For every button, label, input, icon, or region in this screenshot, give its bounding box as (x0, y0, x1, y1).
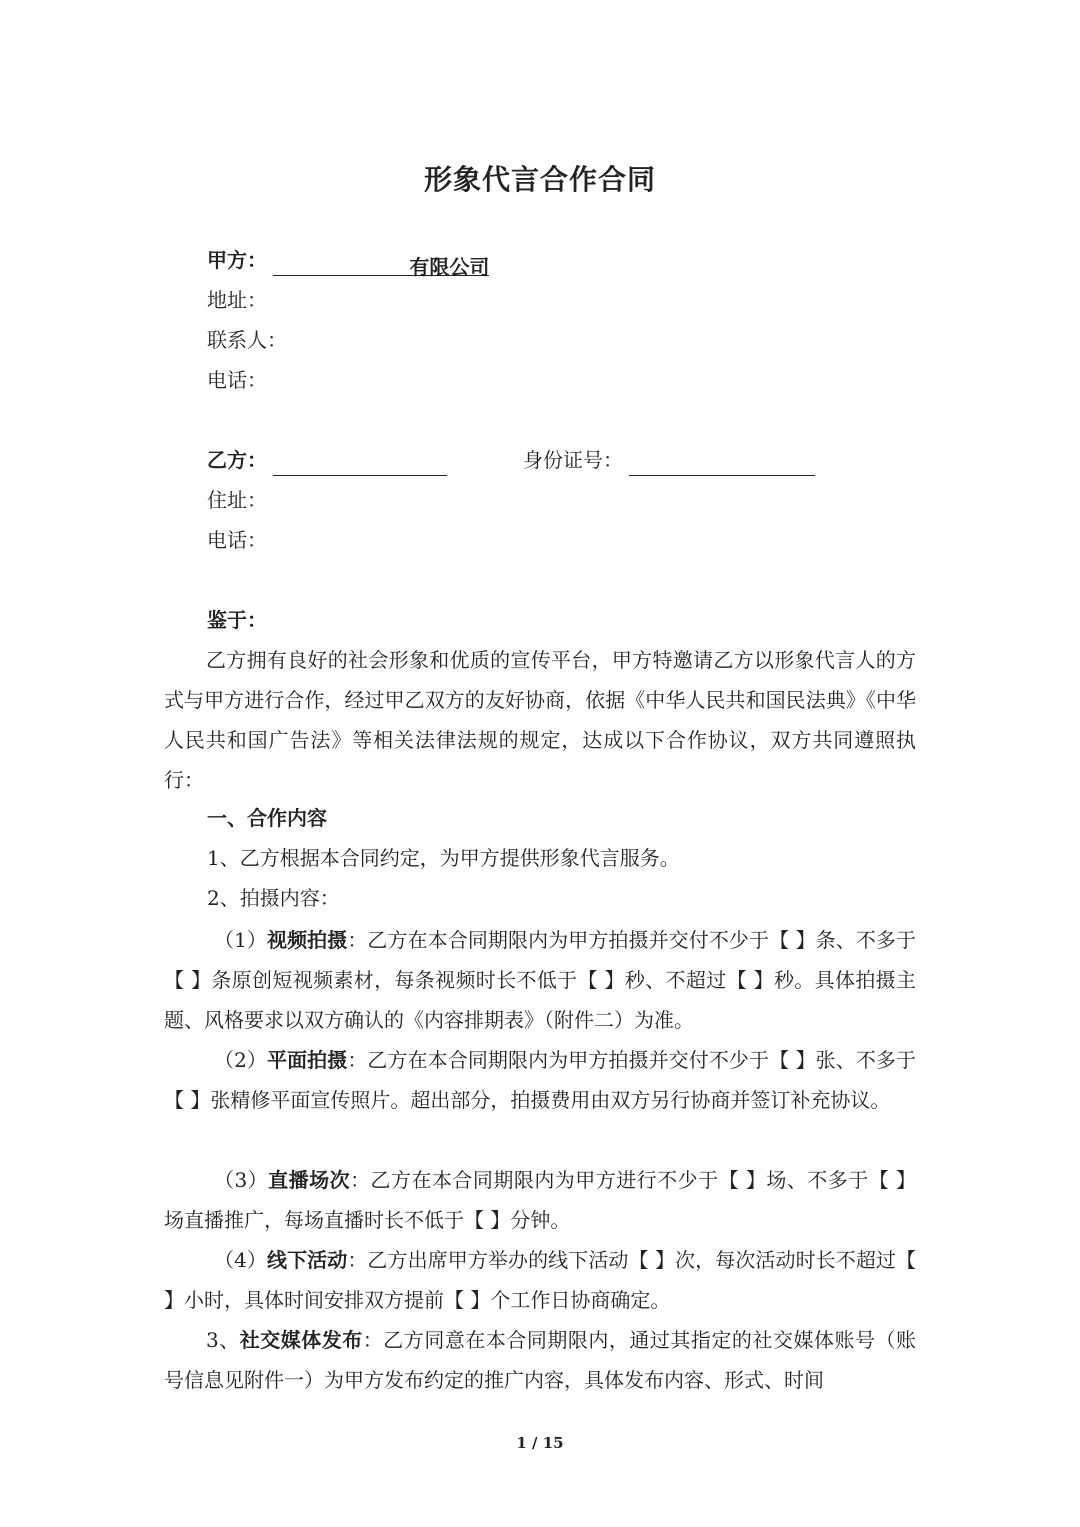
party-a-phone: 电话： (207, 368, 267, 392)
party-a-address: 地址： (207, 288, 267, 312)
sub4-title: 线下活动 (266, 1248, 348, 1272)
sub4-text: ：乙方出席甲方举办的线下活动【 】次，每次活动时长不超过【 】小时，具体时间安排双方提前【 】个工作日协商确定。 (164, 1248, 917, 1312)
sub3-text: ：乙方在本合同期限内为甲方进行不少于【 】场、不多于【 】场直播推广，每场直播时长不低于【 】分钟。 (164, 1168, 917, 1232)
sub1-paragraph (164, 920, 916, 1040)
party-b-residence: 住址： (207, 488, 267, 512)
item3-text: ：乙方同意在本合同期限内，通过其指定的社交媒体账号（账号信息见附件一）为甲方发布约定的推广内容，具体发布内容、形式、时间 (164, 1328, 916, 1392)
sub1-num: （1） (214, 928, 267, 952)
party-b-name-field (273, 451, 447, 476)
sub2-title: 平面拍摄 (266, 1048, 348, 1072)
sub3-num: （3） (214, 1168, 269, 1192)
section1-item1: 1、乙方根据本合同约定，为甲方提供形象代言服务。 (207, 846, 680, 870)
party-b-phone: 电话： (207, 528, 267, 552)
sub2-num: （2） (214, 1048, 267, 1072)
party-b-label: 乙方： (207, 448, 267, 472)
section1-heading: 一、合作内容 (207, 806, 327, 830)
item3-title: 社交媒体发布 (239, 1328, 363, 1352)
party-a-contact: 联系人： (207, 328, 287, 352)
contract-title: 形象代言合作合同 (423, 163, 656, 196)
sub3-title: 直播场次 (268, 1168, 351, 1192)
party-a-company-field (273, 251, 490, 279)
sub4-num: （4） (214, 1248, 267, 1272)
sub2-paragraph (164, 1040, 916, 1120)
party-b-id-line (523, 444, 815, 476)
sub4-paragraph (164, 1240, 916, 1320)
party-a-line (207, 244, 490, 279)
item3-paragraph (164, 1320, 916, 1400)
party-b-id-field (629, 451, 815, 476)
recital-heading: 鉴于： (207, 608, 267, 632)
sub1-text: ：乙方在本合同期限内为甲方拍摄并交付不少于【 】条、不多于【 】条原创短视频素材，每条视频时长不低于【 】秒、不超过【 】秒。具体拍摄主题、风格要求以双方确认的《内容排期表》（附件二）为准。 (164, 928, 917, 1032)
section1-item2: 2、拍摄内容： (207, 886, 340, 910)
sub1-title: 视频拍摄 (266, 928, 348, 952)
party-b-id-label: 身份证号： (523, 448, 623, 472)
party-a-company-suffix: 有限公司 (409, 255, 490, 279)
party-a-label: 甲方： (207, 248, 267, 272)
sub2-text: ：乙方在本合同期限内为甲方拍摄并交付不少于【 】张、不多于【 】张精修平面宣传照片。超出部分，拍摄费用由双方另行协商并签订补充协议。 (164, 1048, 917, 1112)
item3-num: 3、 (206, 1328, 240, 1352)
page-number: 1 / 15 (516, 1434, 564, 1452)
recital-text: 乙方拥有良好的社会形象和优质的宣传平台，甲方特邀请乙方以形象代言人的方式与甲方进行合作，经过甲乙双方的友好协商，依据《中华人民共和国民法典》《中华人民共和国广告法》等相关法律法规的规定，达成以下合作协议，双方共同遵照执行： (164, 648, 916, 792)
party-b-line (207, 444, 447, 476)
sub3-paragraph (164, 1160, 916, 1240)
